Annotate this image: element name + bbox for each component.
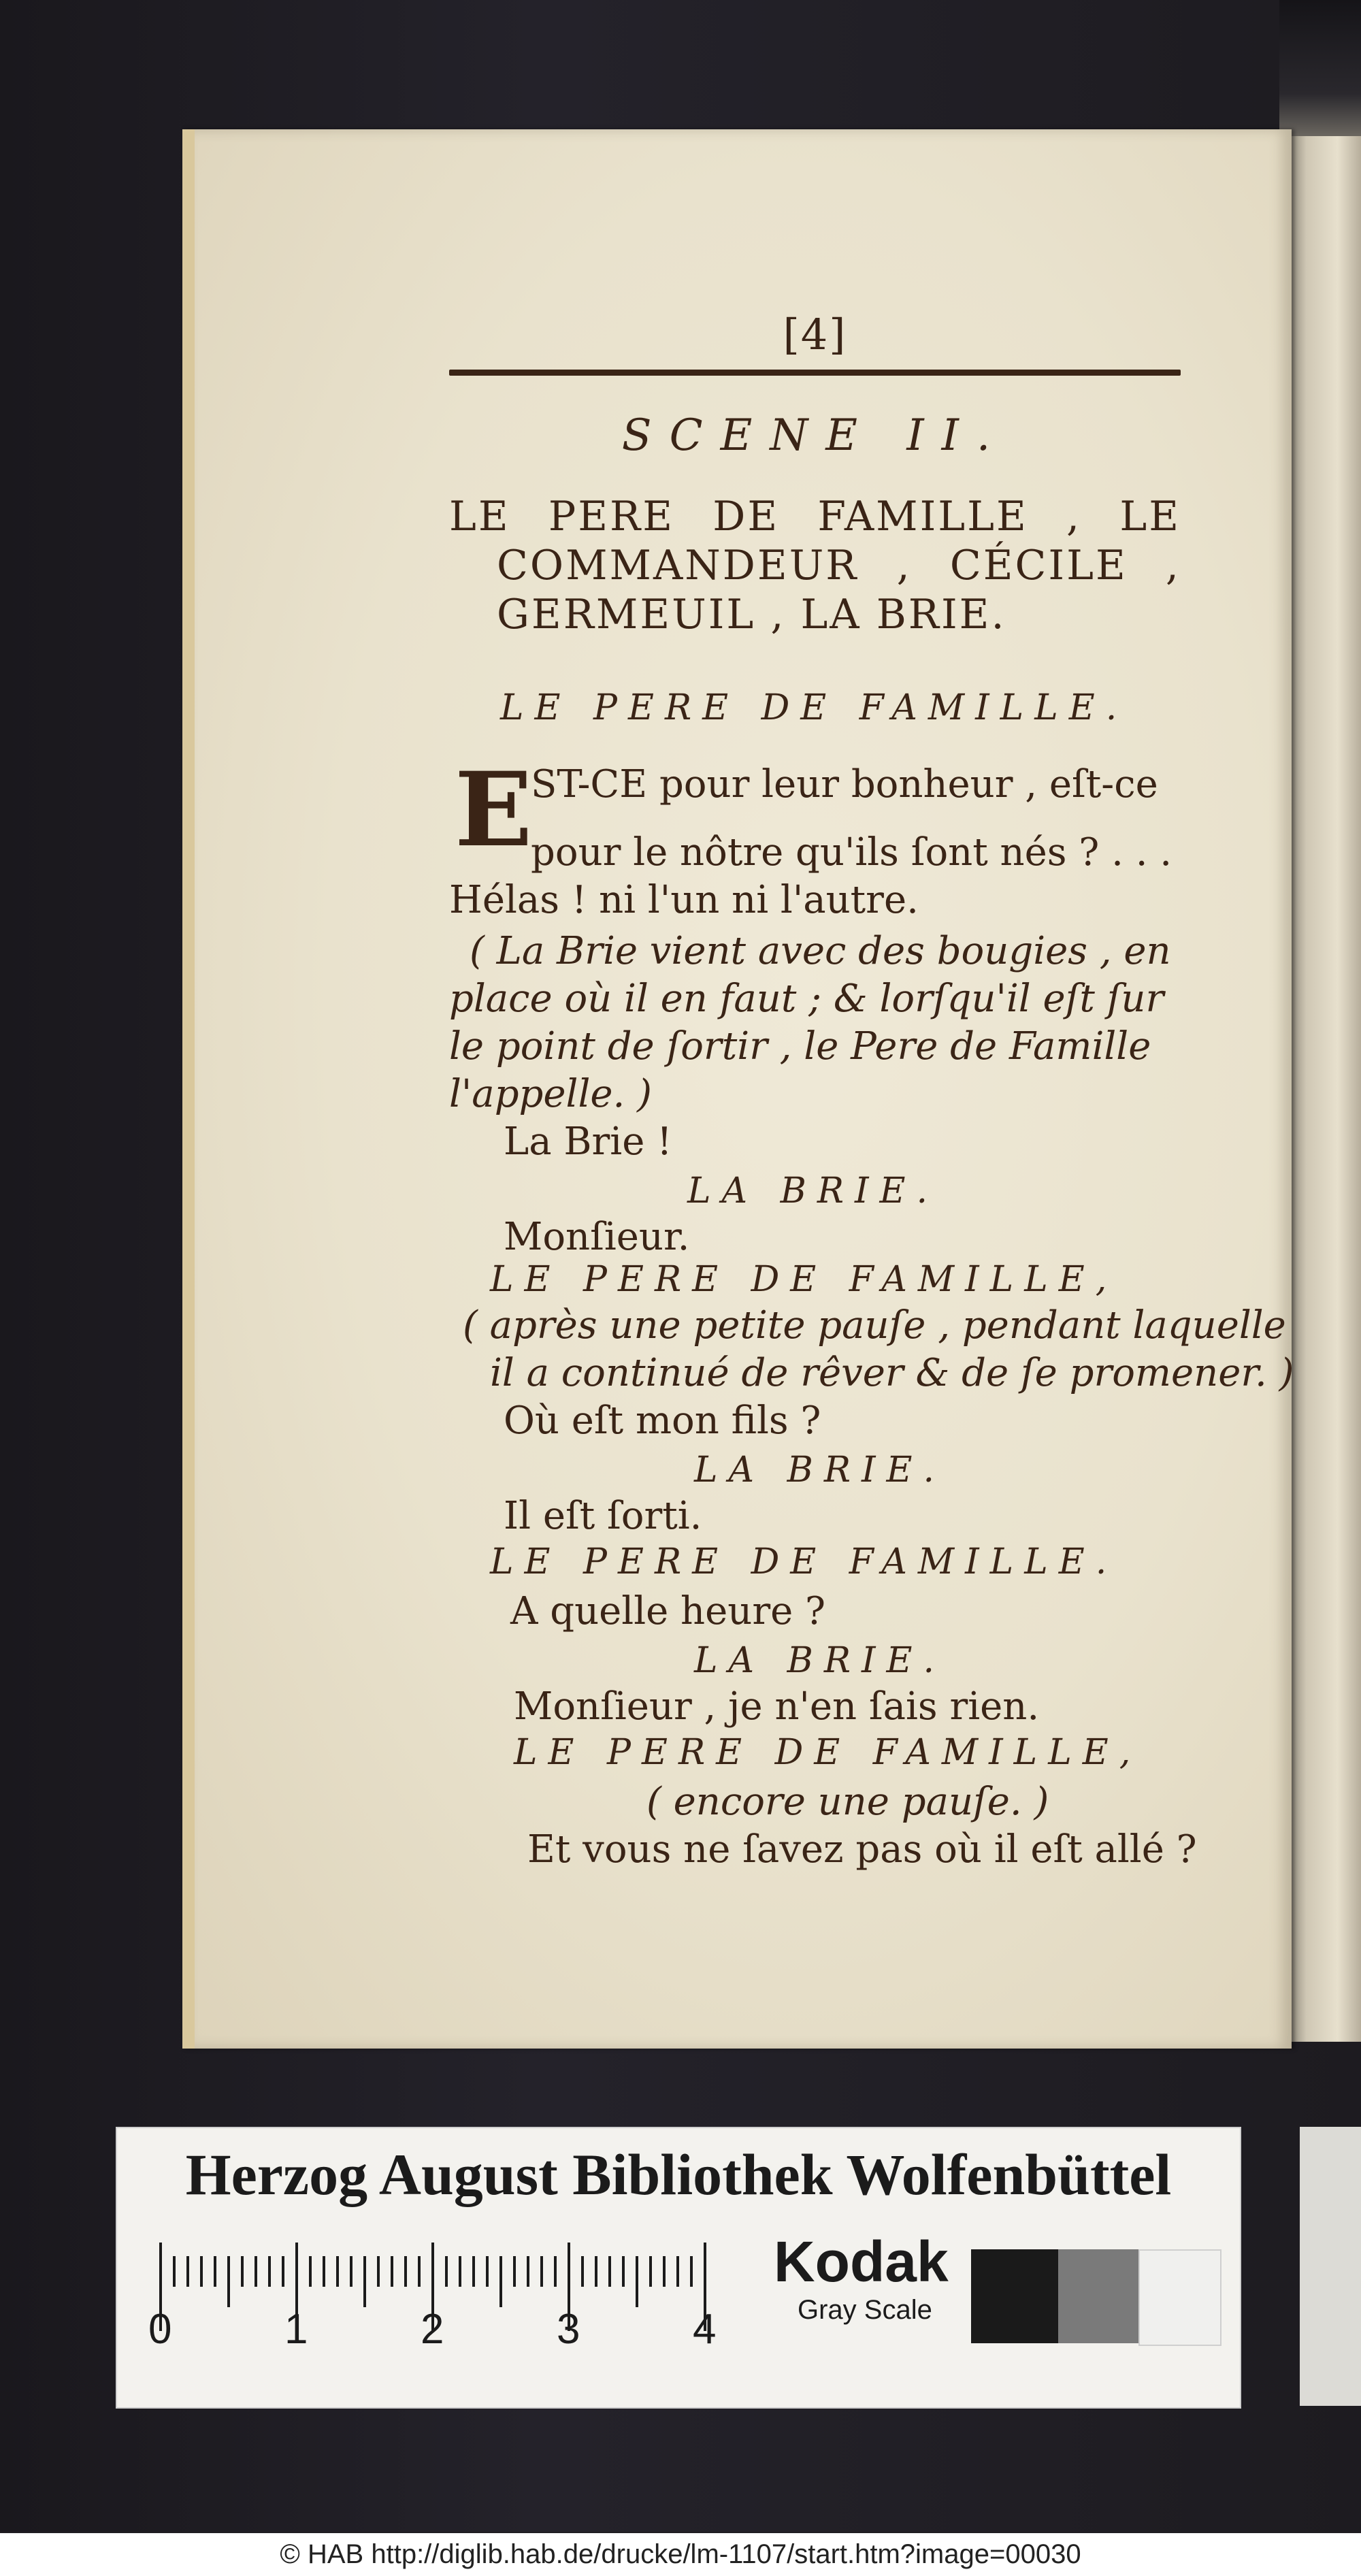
speaker-name: LA BRIE.: [687, 1171, 939, 1211]
text-line: Il eſt ſorti.: [504, 1494, 702, 1538]
stage-direction: il a continué de rêver & de ſe promener. ): [490, 1351, 1294, 1395]
text-line: Monſieur.: [504, 1215, 690, 1259]
speaker-name: LE PERE DE FAMILLE.: [490, 1542, 1118, 1582]
gray-scale-label: Gray Scale: [798, 2295, 932, 2325]
stage-direction: l'appelle. ): [449, 1072, 652, 1116]
text-line: Et vous ne ſavez pas où il eſt allé ?: [527, 1827, 1197, 1872]
drop-cap: E: [455, 750, 533, 870]
page-number: [4]: [783, 310, 847, 359]
ruler-number: 1: [284, 2306, 308, 2353]
stage-direction: le point de ſortir , le Pere de Famille: [449, 1024, 1151, 1069]
adjacent-page-edge: [1283, 136, 1361, 2042]
cast-line: COMMANDEUR , CÉCILE ,: [497, 542, 1181, 589]
cast-line: GERMEUIL , LA BRIE.: [497, 591, 1006, 638]
text-line: La Brie !: [504, 1120, 672, 1164]
stage-direction: ( encore une pauſe. ): [646, 1780, 1049, 1824]
speaker-name: LA BRIE.: [694, 1450, 946, 1490]
ruler-number: 0: [148, 2306, 172, 2353]
ruler-number: 3: [557, 2306, 580, 2353]
scene-title: SCENE II.: [621, 410, 1009, 461]
swatch-black: [971, 2249, 1058, 2343]
speaker-name: LE PERE DE FAMILLE,: [490, 1259, 1118, 1300]
text-line: pour le nôtre qu'ils ſont nés ? . . .: [531, 830, 1173, 875]
ruler-number: 4: [693, 2306, 717, 2353]
speaker-name: LE PERE DE FAMILLE.: [500, 687, 1128, 728]
adjacent-label-edge: [1300, 2127, 1361, 2406]
ruler-number: 2: [421, 2306, 444, 2353]
color-calibration-label: [116, 2127, 1241, 2409]
stage-direction: ( après une petite pauſe , pendant laquelle: [463, 1303, 1286, 1348]
cast-line: LE PERE DE FAMILLE , LE: [449, 493, 1181, 540]
swatch-gray: [1058, 2249, 1138, 2343]
text-line: Où eſt mon fils ?: [504, 1399, 821, 1443]
speaker-name: LE PERE DE FAMILLE,: [514, 1732, 1142, 1773]
speaker-name: LA BRIE.: [694, 1640, 946, 1681]
text-line: Monſieur , je n'en ſais rien.: [514, 1684, 1040, 1729]
library-name: Herzog August Bibliothek Wolfenbüttel: [185, 2142, 1172, 2207]
stage-direction: place où il en faut ; & lorſqu'il eſt ſur: [449, 977, 1164, 1021]
swatch-white: [1138, 2249, 1221, 2346]
text-line: A quelle heure ?: [510, 1589, 826, 1633]
header-rule: [449, 370, 1181, 376]
text-line: Hélas ! ni l'un ni l'autre.: [449, 878, 919, 922]
kodak-logo: Kodak: [774, 2230, 949, 2294]
footer-credit: © HAB http://diglib.hab.de/drucke/lm-1107/start.htm?image=00030: [0, 2533, 1361, 2576]
cast-list: [449, 492, 1181, 639]
text-line: ST-CE pour leur bonheur , eſt-ce: [531, 762, 1158, 806]
stage-direction: ( La Brie vient avec des bougies , en: [470, 929, 1171, 973]
adjacent-page-edge-top: [1279, 0, 1361, 157]
